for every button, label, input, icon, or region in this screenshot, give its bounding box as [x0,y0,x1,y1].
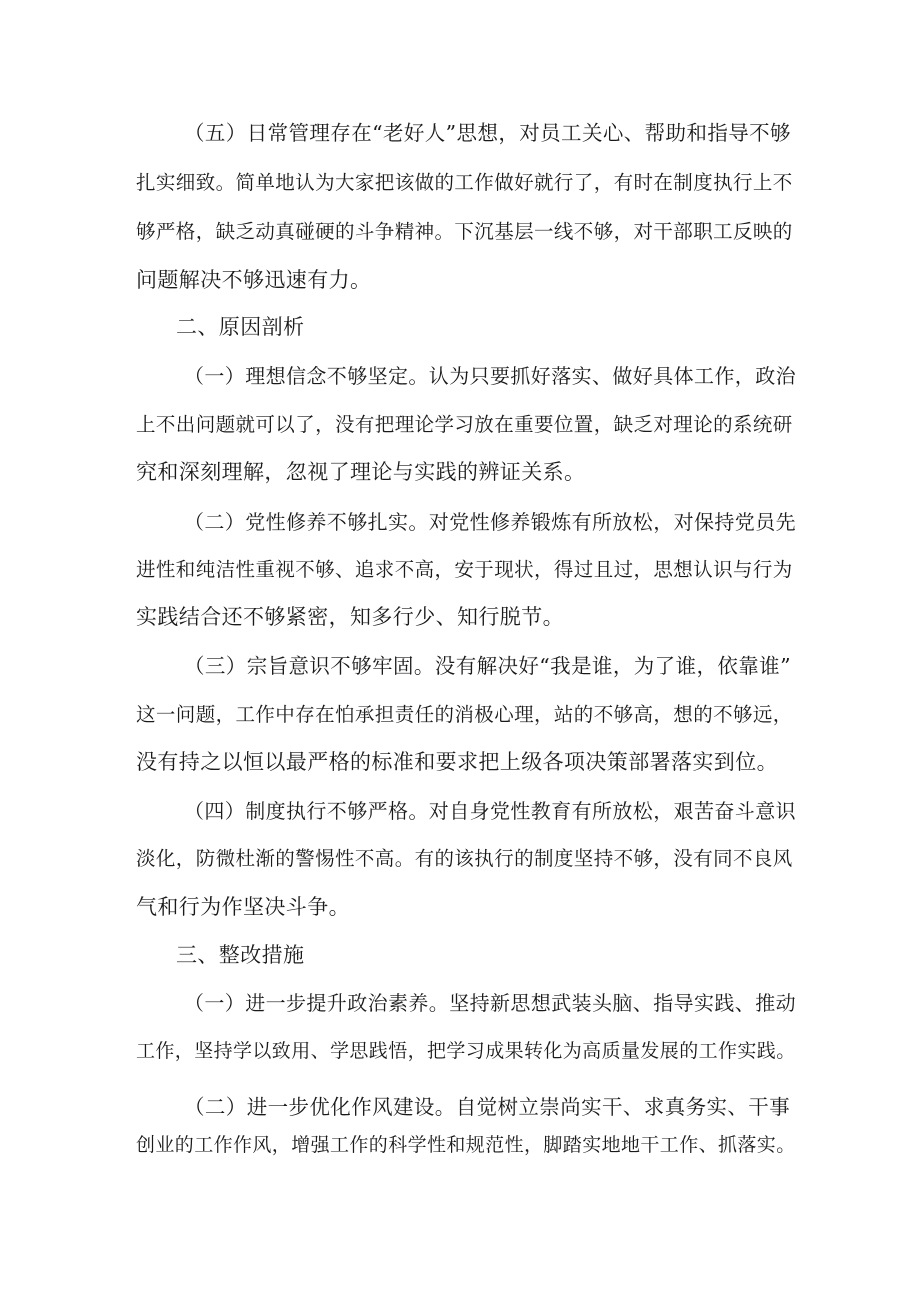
text-line: （四）制度执行不够严格。对自身党性教育有所放松，艰苦奋斗意识 [184,799,796,823]
text-line: 问题解决不够迅速有力。 [136,268,372,292]
text-line: 气和行为作坚决斗争。 [136,895,350,919]
text-line: 扎实细致。简单地认为大家把该做的工作做好就行了，有时在制度执行上不 [136,171,793,194]
text-line: （二）党性修养不够扎实。对党性修养锻炼有所放松，对保持党员先 [184,510,796,534]
text-line: （一）理想信念不够坚定。认为只要抓好落实、做好具体工作，政治 [184,364,796,388]
text-line: 实践结合还不够紧密，知多行少、知行脱节。 [136,605,564,629]
text-line: 进性和纯洁性重视不够、追求不高，安于现状，得过且过，思想认识与行为 [136,558,793,581]
text-line: （二）进一步优化作风建设。自觉树立崇尚实干、求真务实、干事 [184,1095,791,1119]
text-line: （五）日常管理存在“老好人”思想，对员工关心、帮助和指导不够 [184,121,791,145]
text-line: 没有持之以恒以最严格的标准和要求把上级各项决策部署落实到位。 [136,750,778,774]
text-line: 创业的工作作风，增强工作的科学性和规范性，脚踏实地地干工作、抓落实。 [136,1134,796,1156]
text-line: 工作，坚持学以致用、学思践悟，把学习成果转化为高质量发展的工作实践。 [136,1040,796,1062]
section-heading-rectification-measures: 三、整改措施 [176,943,305,967]
text-line: （一）进一步提升政治素养。坚持新思想武装头脑、指导实践、推动 [184,991,796,1015]
text-line: 够严格，缺乏动真碰硬的斗争精神。下沉基层一线不够，对干部职工反映的 [136,220,793,243]
section-heading-cause-analysis: 二、原因剖析 [176,315,305,339]
text-line: 这一问题，工作中存在怕承担责任的消极心理，站的不够高，想的不够远， [136,703,793,726]
text-line: 究和深刻理解，忽视了理论与实践的辨证关系。 [136,460,586,484]
text-line: 淡化，防微杜渐的警惕性不高。有的该执行的制度坚持不够，没有同不良风 [136,847,793,870]
text-line: （三）宗旨意识不够牢固。没有解决好“我是谁，为了谁，依靠谁” [184,654,791,678]
text-line: 上不出问题就可以了，没有把理论学习放在重要位置，缺乏对理论的系统研 [136,413,793,436]
